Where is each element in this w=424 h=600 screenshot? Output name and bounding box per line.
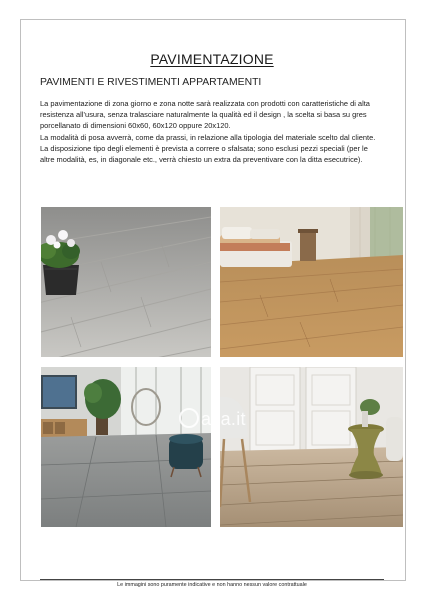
photo-grey-wood-floor [41, 207, 211, 357]
page-title: PAVIMENTAZIONE [150, 51, 274, 67]
section-subtitle: PAVIMENTI E RIVESTIMENTI APPARTAMENTI [40, 77, 262, 88]
watermark [179, 408, 246, 430]
paragraph-laying: La modalità di posa avverrà, come da prassi, in relazione alla tipologia del materiale scelto dal cliente. [40, 132, 376, 142]
watermark-logo-icon [179, 408, 199, 428]
photo-grey-stone-living [41, 367, 211, 527]
paragraph-materials: La pavimentazione di zona giorno e zona notte sarà realizzata con prodotti con caratteristiche di alta resistenza all’usura, senza tralasciare naturalmente la qualità ed il design , la scelta si basa su gres porcellanato di dimensioni 60x60, 60x120 oppure 20x120. [40, 99, 370, 131]
description-text [40, 98, 384, 165]
footer-divider [40, 579, 384, 580]
photo-light-wood-chair [220, 367, 403, 527]
photo-oak-floor-bedroom [220, 207, 403, 357]
paragraph-layout: La disposizione tipo degli elementi è prevista a correre o sfalsata; sono esclusi pezzi speciali (per le altre modalità, es, in diagonale etc., verrà chiesto un extra da preventivare con la ditta esecutrice). [40, 143, 368, 165]
footer-note: Le immagini sono puramente indicative e non hanno nessun valore contrattuale [117, 582, 307, 588]
watermark-text: asa.it [201, 409, 246, 429]
